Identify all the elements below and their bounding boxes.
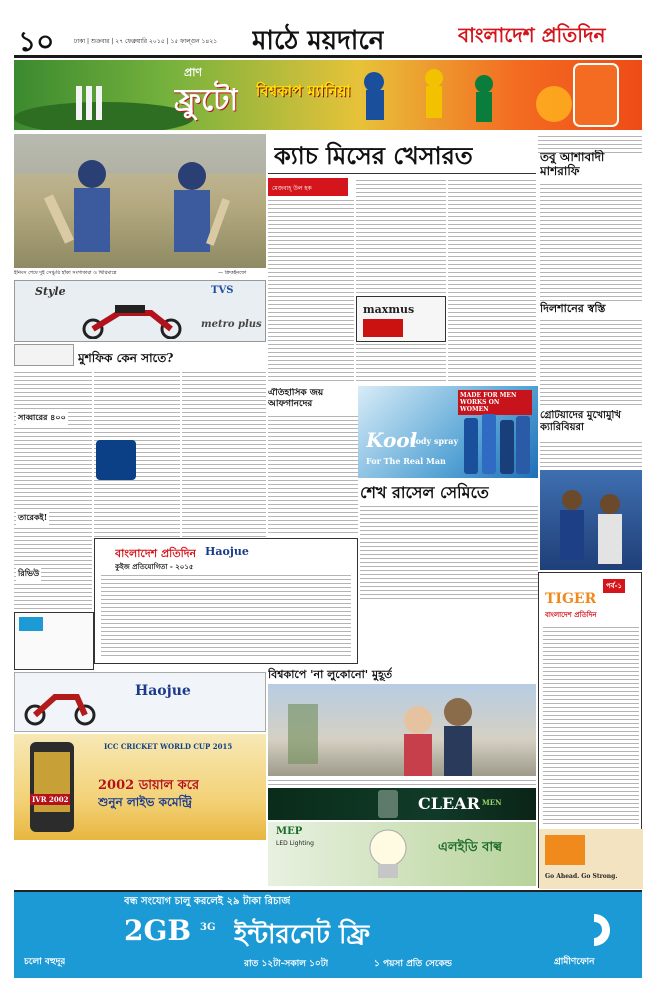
right-story1-head: তবু আশাবাদী মাশরাফি	[540, 150, 605, 178]
lead-body-col1	[268, 198, 354, 384]
byline: মেজবাহ্ উল হক	[272, 185, 312, 192]
quiz-sub: কুইজ প্রতিযোগিতা - ২০১৫	[115, 562, 194, 571]
worldcup-photo	[268, 684, 536, 776]
gp-tech: 3G	[200, 922, 216, 933]
left-box1: সাব্বারের ৪০০	[16, 412, 68, 425]
maxmus-logo: maxmus	[363, 303, 415, 316]
lead-body-col3	[448, 178, 536, 384]
lead-photo-credit: — ক্রিকইনফো	[218, 270, 247, 276]
history-head: ঐতিহাসিক জয় আফগানদের	[268, 388, 324, 409]
gp-offer: ইন্টারনেট ফ্রি	[234, 920, 370, 950]
tiger-questions	[543, 625, 639, 825]
haojue-bike-illustration	[21, 679, 101, 727]
right-story1-body	[540, 182, 642, 302]
frooto-brand: প্রাণ	[184, 66, 203, 79]
sheikh-russel-head: শেখ রাসেল সেমিতে	[360, 483, 489, 502]
lead-photo-caption: ইনিংস শেষে দুই সেঞ্চুরি হাঁকা সংগাকারা ও থিরিমান্নে	[14, 270, 117, 276]
quiz-sponsor: Haojue	[205, 545, 249, 558]
small-ad-box	[14, 612, 94, 670]
russel-photo	[540, 470, 642, 570]
spray-cans-illustration	[462, 408, 532, 478]
haojue-brand: Haojue	[135, 683, 191, 699]
section-title: মাঠে ময়দানে	[252, 26, 385, 56]
mep-led-ad[interactable]	[268, 822, 536, 886]
mushfiq-head: মুশফিক কেন সাতে?	[78, 351, 174, 365]
clear-bottle	[378, 790, 398, 818]
mep-text: LED Lighting	[276, 840, 314, 847]
tiger-brand: TIGER	[545, 591, 597, 607]
wc-mini-badge	[96, 440, 136, 480]
led-bulb-illustration	[358, 826, 418, 882]
gp-rate2: ১ পয়সা প্রতি সেকেন্ড	[374, 959, 452, 969]
quiz-title: বাংলাদেশ প্রতিদিন	[115, 547, 197, 560]
kool-tagline: For The Real Man	[366, 456, 446, 466]
page-number: ১০	[18, 25, 55, 58]
mep-brand: MEP	[276, 826, 303, 837]
byline-box	[268, 178, 348, 196]
russel-body	[360, 504, 538, 600]
right-story3-head: গ্রেটিয়াদের মুখোমুখি ক্যারিবিয়রা	[540, 410, 621, 433]
lead-headline: ক্যাচ মিসের খেসারত	[274, 141, 473, 170]
history-body	[268, 414, 358, 534]
right-story2-body	[540, 318, 642, 408]
ivr-badge: IVR 2002	[32, 795, 69, 804]
kool-badge: MADE FOR MEN WORKS ON WOMEN	[458, 390, 532, 415]
worldcup-head: বিশ্বকাপে 'না লুকোনো' মুহূর্ত	[268, 668, 393, 681]
cricket-ad-line2: শুনুন লাইভ কমেন্ট্রি	[98, 795, 193, 809]
left-box2: তারেকই!	[16, 512, 49, 525]
left-box3: রিভিউ	[16, 568, 41, 581]
clear-ad[interactable]	[268, 788, 536, 820]
quiz-questions	[101, 573, 351, 659]
tiger-footer: Go Ahead. Go Strong.	[545, 873, 618, 880]
right-story2-head: দিলশানের স্বস্তি	[540, 302, 606, 315]
left-small-ad	[14, 344, 74, 366]
batsmen-illustration	[14, 134, 266, 268]
clear-sub: MEN	[482, 798, 502, 807]
phone-illustration	[22, 740, 82, 836]
mep-slogan: এলইডি বাল্ব	[438, 840, 503, 855]
cricket-2002-ad[interactable]	[14, 734, 266, 840]
tiger-bottom	[539, 829, 643, 889]
gp-rate: রাত ১২টা-সকাল ১০টা	[244, 959, 329, 969]
kool-brand: Kool	[366, 428, 418, 452]
maxmus-badge	[363, 319, 403, 337]
brand-name: বাংলাদেশ প্রতিদিন	[458, 23, 606, 47]
motorcycle-illustration	[75, 295, 195, 339]
maxmus-ad[interactable]	[356, 296, 446, 342]
players-illustration	[540, 470, 642, 570]
child-fan-illustration	[268, 684, 536, 776]
masthead	[14, 6, 642, 58]
frooto-ad[interactable]	[14, 60, 642, 130]
tvs-metro-ad[interactable]	[14, 280, 266, 342]
frooto-tagline: বিশ্বকাপ ম্যানিয়া	[256, 82, 351, 100]
wc-badge: ICC CRICKET WORLD CUP 2015	[104, 742, 233, 751]
tvs-tagline: Style	[35, 285, 66, 298]
gp-operator: গ্রামীণফোন	[554, 957, 595, 967]
tiger-quiz[interactable]	[538, 572, 642, 888]
lead-headline-box	[268, 134, 536, 174]
gp-data: 2GB	[124, 914, 192, 947]
quiz-form[interactable]	[94, 538, 358, 664]
kool-sub: body spray	[410, 436, 459, 446]
tiger-round: পর্ব-১	[603, 579, 625, 593]
lead-photo	[14, 134, 266, 268]
tvs-model: metro plus	[201, 319, 262, 330]
brand-logo	[458, 18, 644, 52]
gp-slogan: চলো বহুদূর	[24, 957, 66, 967]
lead-body-col2	[356, 178, 446, 384]
tvs-logo: TVS	[211, 285, 234, 296]
kool-ad[interactable]	[358, 386, 538, 478]
gp-logo-icon	[574, 910, 614, 950]
haojue-bike-ad[interactable]	[14, 672, 266, 732]
cricket-ad-line1: 2002 ডায়াল করে	[98, 778, 200, 793]
worldcup-caption	[268, 778, 536, 786]
tiger-sub: বাংলাদেশ প্রতিদিন	[545, 610, 597, 619]
gp-top-line: বন্ধ সংযোগ চালু করলেই ২৯ টাকা রিচার্জ	[124, 896, 291, 907]
dateline: ঢাকা | শুক্রবার | ২৭ ফেব্রুয়ারি ২০১৫ | ১৫ ফাল্গুন ১৪২১	[74, 38, 218, 45]
gp-3g-ad[interactable]	[14, 892, 642, 978]
clear-brand: CLEAR	[418, 794, 480, 813]
frooto-product: ফ্রুটো	[174, 83, 239, 118]
